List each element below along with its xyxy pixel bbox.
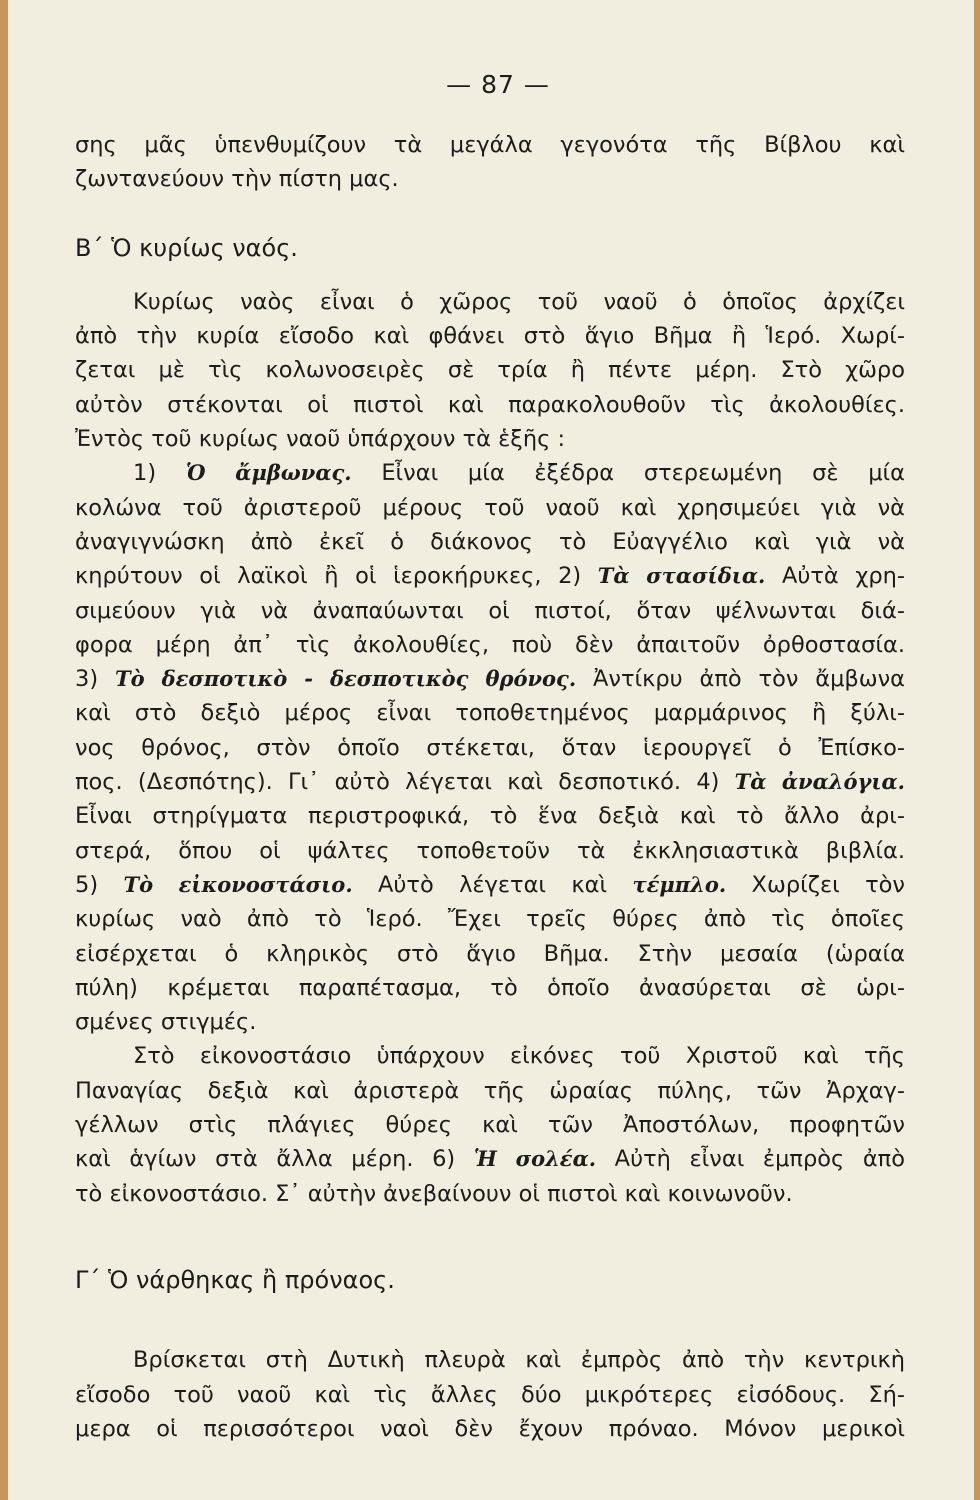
text-span: Αὐτὸ λέγεται καὶ xyxy=(352,871,633,898)
text-line: ζεται μὲ τὶς κολωνοσειρὲς σὲ τρία ἢ πέντε μέρη. Στὸ χῶρο xyxy=(75,357,905,384)
text-line: αὐτὸν στέκονται οἱ πιστοὶ καὶ παρακολουθοῦν τὶς ἀκολουθίες. xyxy=(75,391,905,418)
text-line: γέλλων στὶς πλάγιες θύρες καὶ τῶν Ἀποστόλων, προφητῶν xyxy=(75,1112,905,1139)
term-analogia: Τὰ ἀναλόγια. xyxy=(734,769,905,795)
text-span: Εἶναι μία ἐξέδρα στερεωμένη σὲ μία xyxy=(351,460,905,487)
text-line: κολώνα τοῦ ἀριστεροῦ μέρους τοῦ ναοῦ καὶ χρησιμεύει γιὰ νὰ xyxy=(75,494,905,521)
text-line: ἀναγιγνώσκη ἀπὸ ἐκεῖ ὁ διάκονος τὸ Εὐαγγέλιο καὶ γιὰ νὰ xyxy=(75,528,905,555)
text-line: Στὸ εἰκονοστάσιο ὑπάρχουν εἰκόνες τοῦ Χριστοῦ καὶ τῆς xyxy=(133,1043,905,1070)
term-solea: Ἡ σολέα. xyxy=(473,1146,597,1172)
text-line xyxy=(75,559,905,593)
text-line: καὶ στὸ δεξιὸ μέρος εἶναι τοποθετημένος μαρμάρινος ἢ ξύλι- xyxy=(75,700,905,727)
text-line: σιμεύουν γιὰ νὰ ἀναπαύωνται οἱ πιστοί, ὅταν ψέλνωνται διά- xyxy=(75,597,905,624)
text-line: Ἐντὸς τοῦ κυρίως ναοῦ ὑπάρχουν τὰ ἑξῆς : xyxy=(75,426,566,453)
text-line xyxy=(75,868,905,902)
term-stasidia: Τὰ στασίδια. xyxy=(597,563,766,589)
text-span: Αὐτὴ εἶναι ἐμπρὸς ἀπὸ xyxy=(596,1146,905,1173)
text-line: Παναγίας δεξιὰ καὶ ἀριστερὰ τῆς ὡραίας πύλης, τῶν Ἀρχαγ- xyxy=(75,1077,905,1104)
text-line xyxy=(75,456,905,490)
term-eikonostasio: Τὸ εἰκονοστάσιο. xyxy=(123,871,353,897)
text-line: πύλη) κρέμεται παραπέτασμα, τὸ ὁποῖο ἀνασύρεται σὲ ὡρι- xyxy=(75,974,905,1001)
text-line: ζωντανεύουν τὴν πίστη μας. xyxy=(75,166,399,193)
term-despotiko: Τὸ δεσποτικὸ - δεσποτικὸς θρόνος. xyxy=(114,666,577,692)
term-ambon: Ὁ ἄμβωνας. xyxy=(185,460,352,486)
section-heading-c: Γ΄ Ὁ νάρθηκας ἢ πρόναος. xyxy=(75,1265,395,1294)
text-line: κυρίως ναὸ ἀπὸ τὸ Ἱερό. Ἔχει τρεῖς θύρες ἀπὸ τὶς ὁποῖες xyxy=(75,906,905,933)
term-templo: τέμπλο. xyxy=(632,871,727,897)
text-line: Βρίσκεται στὴ Δυτικὴ πλευρὰ καὶ ἐμπρὸς ἀπὸ τὴν κεντρικὴ xyxy=(133,1347,905,1374)
text-span: Χωρίζει τὸν xyxy=(726,871,905,898)
page-text xyxy=(75,128,905,1446)
text-line: φορα μέρη ἀπ᾽ τὶς ἀκολουθίες, ποὺ δὲν ἀπαιτοῦν ὀρθοστασία. xyxy=(75,631,905,658)
text-line: σης μᾶς ὑπενθυμίζουν τὰ μεγάλα γεγονότα τῆς Βίβλου καὶ xyxy=(75,132,905,158)
text-line: σμένες στιγμές. xyxy=(75,1009,257,1036)
text-line: εἰσέρχεται ὁ κληρικὸς στὸ ἅγιο Βῆμα. Στὴν μεσαία (ὡραία xyxy=(75,940,905,967)
text-line: Κυρίως ναὸς εἶναι ὁ χῶρος τοῦ ναοῦ ὁ ὁποῖος ἀρχίζει xyxy=(133,288,905,315)
text-line: στερά, ὅπου οἱ ψάλτες τοποθετοῦν τὰ ἐκκλησιαστικὰ βιβλία. xyxy=(75,837,905,864)
text-line xyxy=(75,765,905,799)
text-span: Αὐτὰ χρη- xyxy=(765,563,905,590)
text-line: ἀπὸ τὴν κυρία εἴσοδο καὶ φθάνει στὸ ἅγιο Βῆμα ἢ Ἱερό. Χωρί- xyxy=(75,323,905,350)
text-line: Εἶναι στηρίγματα περιστροφικά, τὸ ἕνα δεξιὰ καὶ τὸ ἄλλο ἀρι- xyxy=(75,803,905,830)
text-span: Ἀντίκρυ ἀπὸ τὸν ἄμβωνα xyxy=(576,666,906,693)
text-span: 1) xyxy=(133,460,186,487)
text-line: μερα οἱ περισσότεροι ναοὶ δὲν ἔχουν πρόναο. Μόνον μερικοὶ xyxy=(75,1415,905,1442)
text-span: 3) xyxy=(75,666,115,693)
text-line xyxy=(75,1142,905,1176)
section-heading-b: Β΄ Ὁ κυρίως ναός. xyxy=(75,233,298,262)
page-number: — 87 — xyxy=(446,70,550,99)
text-span: κηρύτουν οἱ λαϊκοὶ ἢ οἱ ἱεροκήρυκες, 2) xyxy=(75,563,598,590)
text-span: πος. (Δεσπότης). Γι᾽ αὐτὸ λέγεται καὶ δεσποτικό. 4) xyxy=(75,769,735,796)
text-line: νος θρόνος, στὸν ὁποῖο στέκεται, ὅταν ἱερουργεῖ ὁ Ἐπίσκο- xyxy=(75,734,905,761)
text-line xyxy=(75,662,905,696)
text-span: 5) xyxy=(75,871,124,898)
text-line: τὸ εἰκονοστάσιο. Σ᾽ αὐτὴν ἀνεβαίνουν οἱ πιστοὶ καὶ κοινωνοῦν. xyxy=(75,1180,793,1207)
text-line: εἴσοδο τοῦ ναοῦ καὶ τὶς ἄλλες δύο μικρότερες εἰσόδους. Σή- xyxy=(75,1381,905,1408)
text-span: καὶ ἁγίων στὰ ἄλλα μέρη. 6) xyxy=(75,1146,474,1173)
